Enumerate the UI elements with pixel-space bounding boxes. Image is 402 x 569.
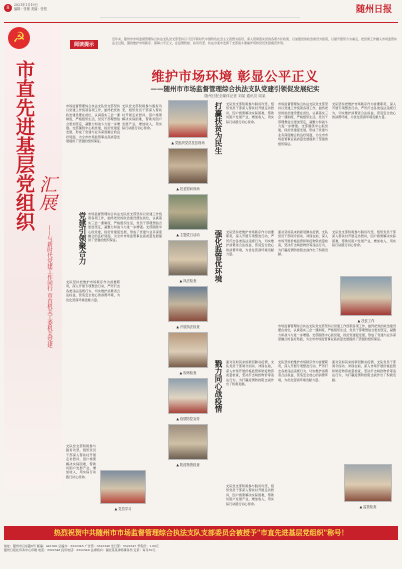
body-column-1: 市场监督管理综合执法支队党支部坚持以党建工作统领各项工作，始终把党的政治建设摆在首位，认真落实三会一课制度，严格组织生活，党员干部理想信念更加坚定，凝聚力和战斗力进一步增强。支部围绕中心抓党建，抓好党建促发展，形成了党建与业务深度融合的良好局面，为全市市场监管事业高质量发展提供了坚强的组织保证。 (66, 104, 120, 144)
sidebar-subtitle: ——与新时代党建工作同行 市直机关工委机关党建 (46, 225, 52, 348)
caption-3: ▲ 主题党日活动 (176, 233, 200, 237)
photo-7 (168, 378, 208, 414)
footer-line-1: 地址：随州市汉东路6号 邮编：441300 总编办：3322345 广告部：3322346 发行部：3322347 零售价：1.00元 (4, 544, 159, 548)
caption-4: ▲ 执法检查 (179, 279, 197, 283)
body-column-4: 市场监督管理综合执法支队党支部坚持以党建工作统领各项工作，始终把党的政治建设摆在首位，认真落实三会一课制度，严格组织生活，党员干部理想信念更加坚定，凝聚力和战斗力进一步增强。支部围绕中心抓党建，抓好党建促发展，形成了党建与业务深度融合的良好局面，为全市市场监管事业高质量发展提供了坚强的组织保证。 (278, 102, 328, 146)
reading-tip-text: 近年来，随州市市场监督管理综合执法支队党支部坚持以习近平新时代中国特色社会主义思想为指导，深入贯彻落实党的各项方针政策，以加强党的政治建设为统领，以提升组织力为重点，把党建工作融入市场监管执法全过程，围绕维护市场秩序、保障公平正义，在疫情防控、扶贫攻坚、执法办案中发挥了支部战斗堡垒作用和党员先锋模范作用。 (112, 37, 398, 45)
body-column-3c: 面对突如其来的新冠肺炎疫情，支队党员干部闻令而动、冲锋在前，深入市场开展价格监管和防疫物资质量检查，坚决打击哄抬物价等违法行为，为打赢疫情防控阻击战作出了积极贡献。 (226, 360, 274, 387)
photo-2 (168, 148, 208, 184)
body-column-5c: 面对突如其来的新冠肺炎疫情，支队党员干部闻令而动、冲锋在前，深入市场开展价格监管和防疫物资质量检查，坚决打击哄抬物价等违法行为，为打赢疫情防控阻击战作出了积极贡献。 (332, 360, 396, 382)
body-column-4b: 面对突如其来的新冠肺炎疫情，支队党员干部闻令而动、冲锋在前，深入市场开展价格监管和防疫物资质量检查，坚决打击哄抬物价等违法行为，为打赢疫情防控阻击战作出了积极贡献。 (278, 230, 328, 257)
photo-11 (344, 464, 392, 502)
body-column-4c: 市场监督管理综合执法支队党支部坚持以党建工作统领各项工作，始终把党的政治建设摆在首位，认真落实三会一课制度，严格组织生活，党员干部理想信念更加坚定，凝聚力和战斗力进一步增强。支部围绕中心抓党建，抓好党建促发展，形成了党建与业务深度融合的良好局面，为全市市场监管事业高质量发展提供了坚强的组织保证。 (278, 324, 396, 342)
body-column-2b: 市场监督管理综合执法支队党支部坚持以党建工作统领各项工作，始终把党的政治建设摆在首位，认真落实三会一课制度，严格组织生活，党员干部理想信念更加坚定，凝聚力和战斗力进一步增强。支部围绕中心抓党建，抓好党建促发展，形成了党建与业务深度融合的良好局面，为全市市场监管事业高质量发展提供了坚强的组织保证。 (88, 212, 162, 243)
caption-6: ▲ 现场检查 (179, 371, 197, 375)
caption-5: ▲ 开展执法检查 (176, 325, 200, 329)
caption-1: ▲ 党组织党员扶贫现场 (171, 141, 205, 145)
reading-tip-label: 阅读提示 (70, 40, 98, 49)
congratulation-banner: 热烈祝贺中共随州市市场监督管理综合执法支队支部委员会被授予"市直先进基层党组织"称号！ (4, 526, 398, 540)
header-band (100, 4, 300, 18)
article-subtitle: ——随州市市场监督管理综合执法支队党建引领促发展纪实 (150, 85, 320, 93)
caption-2: ▲ 扶贫慰问现场 (176, 187, 200, 191)
caption-11: ▲ 监管检查 (359, 505, 377, 509)
caption-9: ▲ 党员学习 (114, 507, 132, 511)
photo-6 (168, 332, 208, 368)
body-column-5: 支队坚持把维护市场秩序作为首要职责，深入开展专项整治行动，严厉打击各类违法违规行为，切实维护消费者合法权益，营造安全放心的消费环境，为优化营商环境贡献力量。 (332, 102, 396, 120)
article-byline: 随州日报全媒体记者 刘某 通讯员 周某 (204, 94, 266, 98)
photo-5 (168, 286, 208, 322)
footer-line-2: 随州日报社印务中心印刷 电话：3322348 投诉电话：3322349 法律顾问：湖北某某律师事务所 定价：每月30元 (4, 548, 156, 553)
photo-9 (100, 470, 146, 504)
caption-8: ▲ 防疫物资检查 (176, 463, 200, 467)
photo-1 (168, 100, 208, 138)
section-heading-3: 强化监管优环境 (214, 230, 223, 283)
body-column-4d: 支队坚持把维护市场秩序作为首要职责，深入开展专项整治行动，严厉打击各类违法违规行为，切实维护消费者合法权益，营造安全放心的消费环境，为优化营商环境贡献力量。 (278, 360, 328, 382)
hammer-sickle-icon: ☭ (8, 27, 30, 49)
body-column-1b: 支队坚持把维护市场秩序作为首要职责，深入开展专项整治行动，严厉打击各类违法违规行为，切实维护消费者合法权益，营造安全放心的消费环境，为优化营商环境贡献力量。 (66, 280, 120, 302)
photo-8 (168, 424, 208, 460)
newspaper-logo: 随州日报 (355, 5, 392, 15)
top-rule (4, 22, 398, 23)
caption-7: ▲ 疫情防控宣传 (176, 417, 200, 421)
body-column-1c: 支队党支部积极参与脱贫攻坚，组织党员干部深入帮扶村开展走访慰问，因户施策解决实际困难，帮助贫困户发展产业，增加收入，用实际行动践行初心使命。 (66, 444, 96, 479)
sidebar-accent: 汇展 (36, 175, 57, 211)
footer (4, 544, 398, 552)
date-line (14, 3, 94, 11)
body-column-2: 支队党支部积极参与脱贫攻坚，组织党员干部深入帮扶村开展走访慰问，因户施策解决实际困难，帮助贫困户发展产业，增加收入，用实际行动践行初心使命。 (122, 104, 162, 131)
sidebar-title: 市直先进基层党组织 (13, 60, 35, 231)
body-column-3d: 支队党支部积极参与脱贫攻坚，组织党员干部深入帮扶村开展走访慰问，因户施策解决实际困难，帮助贫困户发展产业，增加收入，用实际行动践行初心使命。 (226, 484, 274, 506)
body-column-5b: 支队党支部积极参与脱贫攻坚，组织党员干部深入帮扶村开展走访慰问，因户施策解决实际困难，帮助贫困户发展产业，增加收入，用实际行动践行初心使命。 (332, 230, 396, 248)
section-heading-1: 打赢扶贫为民生 (214, 102, 223, 155)
photo-3 (168, 194, 208, 230)
article-title: 维护市场环境 彰显公平正义 (151, 70, 319, 85)
photo-4 (168, 240, 208, 276)
section-heading-2: 党建引领聚合力 (78, 212, 87, 265)
body-column-3b: 支队坚持把维护市场秩序作为首要职责，深入开展专项整治行动，严厉打击各类违法违规行为，切实维护消费者合法权益，营造安全放心的消费环境，为优化营商环境贡献力量。 (226, 230, 274, 257)
editor-text: 编辑：张敏 美编：张锐 (14, 7, 47, 11)
body-column-3: 支队党支部积极参与脱贫攻坚，组织党员干部深入帮扶村开展走访慰问，因户施策解决实际困难，帮助贫困户发展产业，增加收入，用实际行动践行初心使命。 (226, 102, 274, 124)
section-heading-4: 戮力同心战疫情 (214, 360, 223, 413)
caption-10: ▲ 扶贫工作 (357, 319, 375, 323)
photo-10 (340, 276, 392, 316)
page-number: 8 (6, 5, 10, 11)
date-text: 2021年1月19日 (14, 3, 38, 7)
